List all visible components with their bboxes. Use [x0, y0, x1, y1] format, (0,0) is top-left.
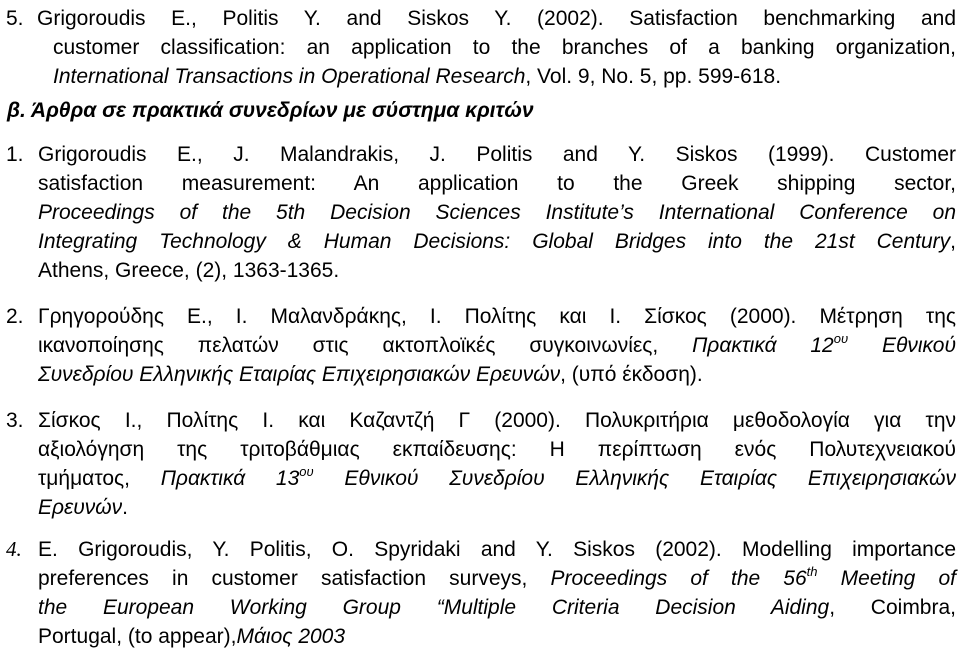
reference-line: customer classification: an application to the branches of a banking organization,: [53, 36, 956, 59]
reference-number: 3.: [6, 409, 24, 432]
reference-line: Γρηγορούδης Ε., Ι. Μαλανδράκης, Ι. Πολίτης και Ι. Σίσκος (2000). Μέτρηση της: [38, 305, 956, 328]
reference-number: 1.: [6, 143, 24, 166]
reference-line: Integrating Technology & Human Decisions: Global Bridges into the 21st Century,: [38, 230, 956, 253]
reference-line: τμήματος, Πρακτικά $13^{o\upsilon}$ Εθνικού Συνεδρίου Ελληνικής Εταιρίας Επιχειρησιακών: [38, 464, 957, 490]
reference-number: 5.: [6, 7, 24, 30]
reference-line: satisfaction measurement: An application to the Greek shipping sector,: [38, 172, 956, 195]
reference-line: Proceedings of the 5th Decision Sciences Institute’s International Conference on: [38, 201, 956, 224]
reference-line: Portugal, (to appear),Μάιος 2003: [38, 625, 346, 648]
reference-line: αξιολόγηση της τριτοβάθμιας εκπαίδευσης: Η περίπτωση ενός Πολυτεχνειακού: [38, 438, 956, 461]
reference-line: Grigoroudis E., Politis Y. and Siskos Y. (2002). Satisfaction benchmarking and: [37, 7, 956, 30]
reference-line: Grigoroudis E., J. Malandrakis, J. Politis and Y. Siskos (1999). Customer: [38, 143, 956, 166]
reference-line: Συνεδρίου Ελληνικής Εταιρίας Επιχειρησιακών Ερευνών, (υπό έκδοση).: [38, 363, 703, 386]
reference-line: ικανοποίησης πελατών στις ακτοπλοϊκές συγκοινωνίες, Πρακτικά $12^{o\upsilon}$ Εθνικού: [38, 331, 957, 357]
reference-line: E. Grigoroudis, Y. Politis, O. Spyridaki and Y. Siskos (2002). Modelling importance: [38, 538, 956, 561]
reference-line: Athens, Greece, (2), 1363-1365.: [38, 259, 340, 282]
reference-line: International Transactions in Operational Research, Vol. 9, No. 5, pp. 599-618.: [53, 65, 782, 88]
reference-number: 2.: [6, 305, 24, 328]
journal-title: International Transactions in Operational Research: [53, 65, 526, 88]
reference-line: Σίσκος Ι., Πολίτης Ι. και Καζαντζή Γ (2000). Πολυκριτήρια μεθοδολογία για την: [38, 409, 956, 432]
section-heading: β. Άρθρα σε πρακτικά συνεδρίων με σύστημα κριτών: [7, 99, 534, 122]
reference-number: 4.: [6, 537, 22, 561]
reference-line: Ερευνών.: [38, 496, 129, 519]
reference-line: preferences in customer satisfaction surveys, Proceedings of the 56th Meeting of: [38, 564, 956, 590]
reference-line: the European Working Group “Multiple Criteria Decision Aiding, Coimbra,: [38, 596, 956, 619]
